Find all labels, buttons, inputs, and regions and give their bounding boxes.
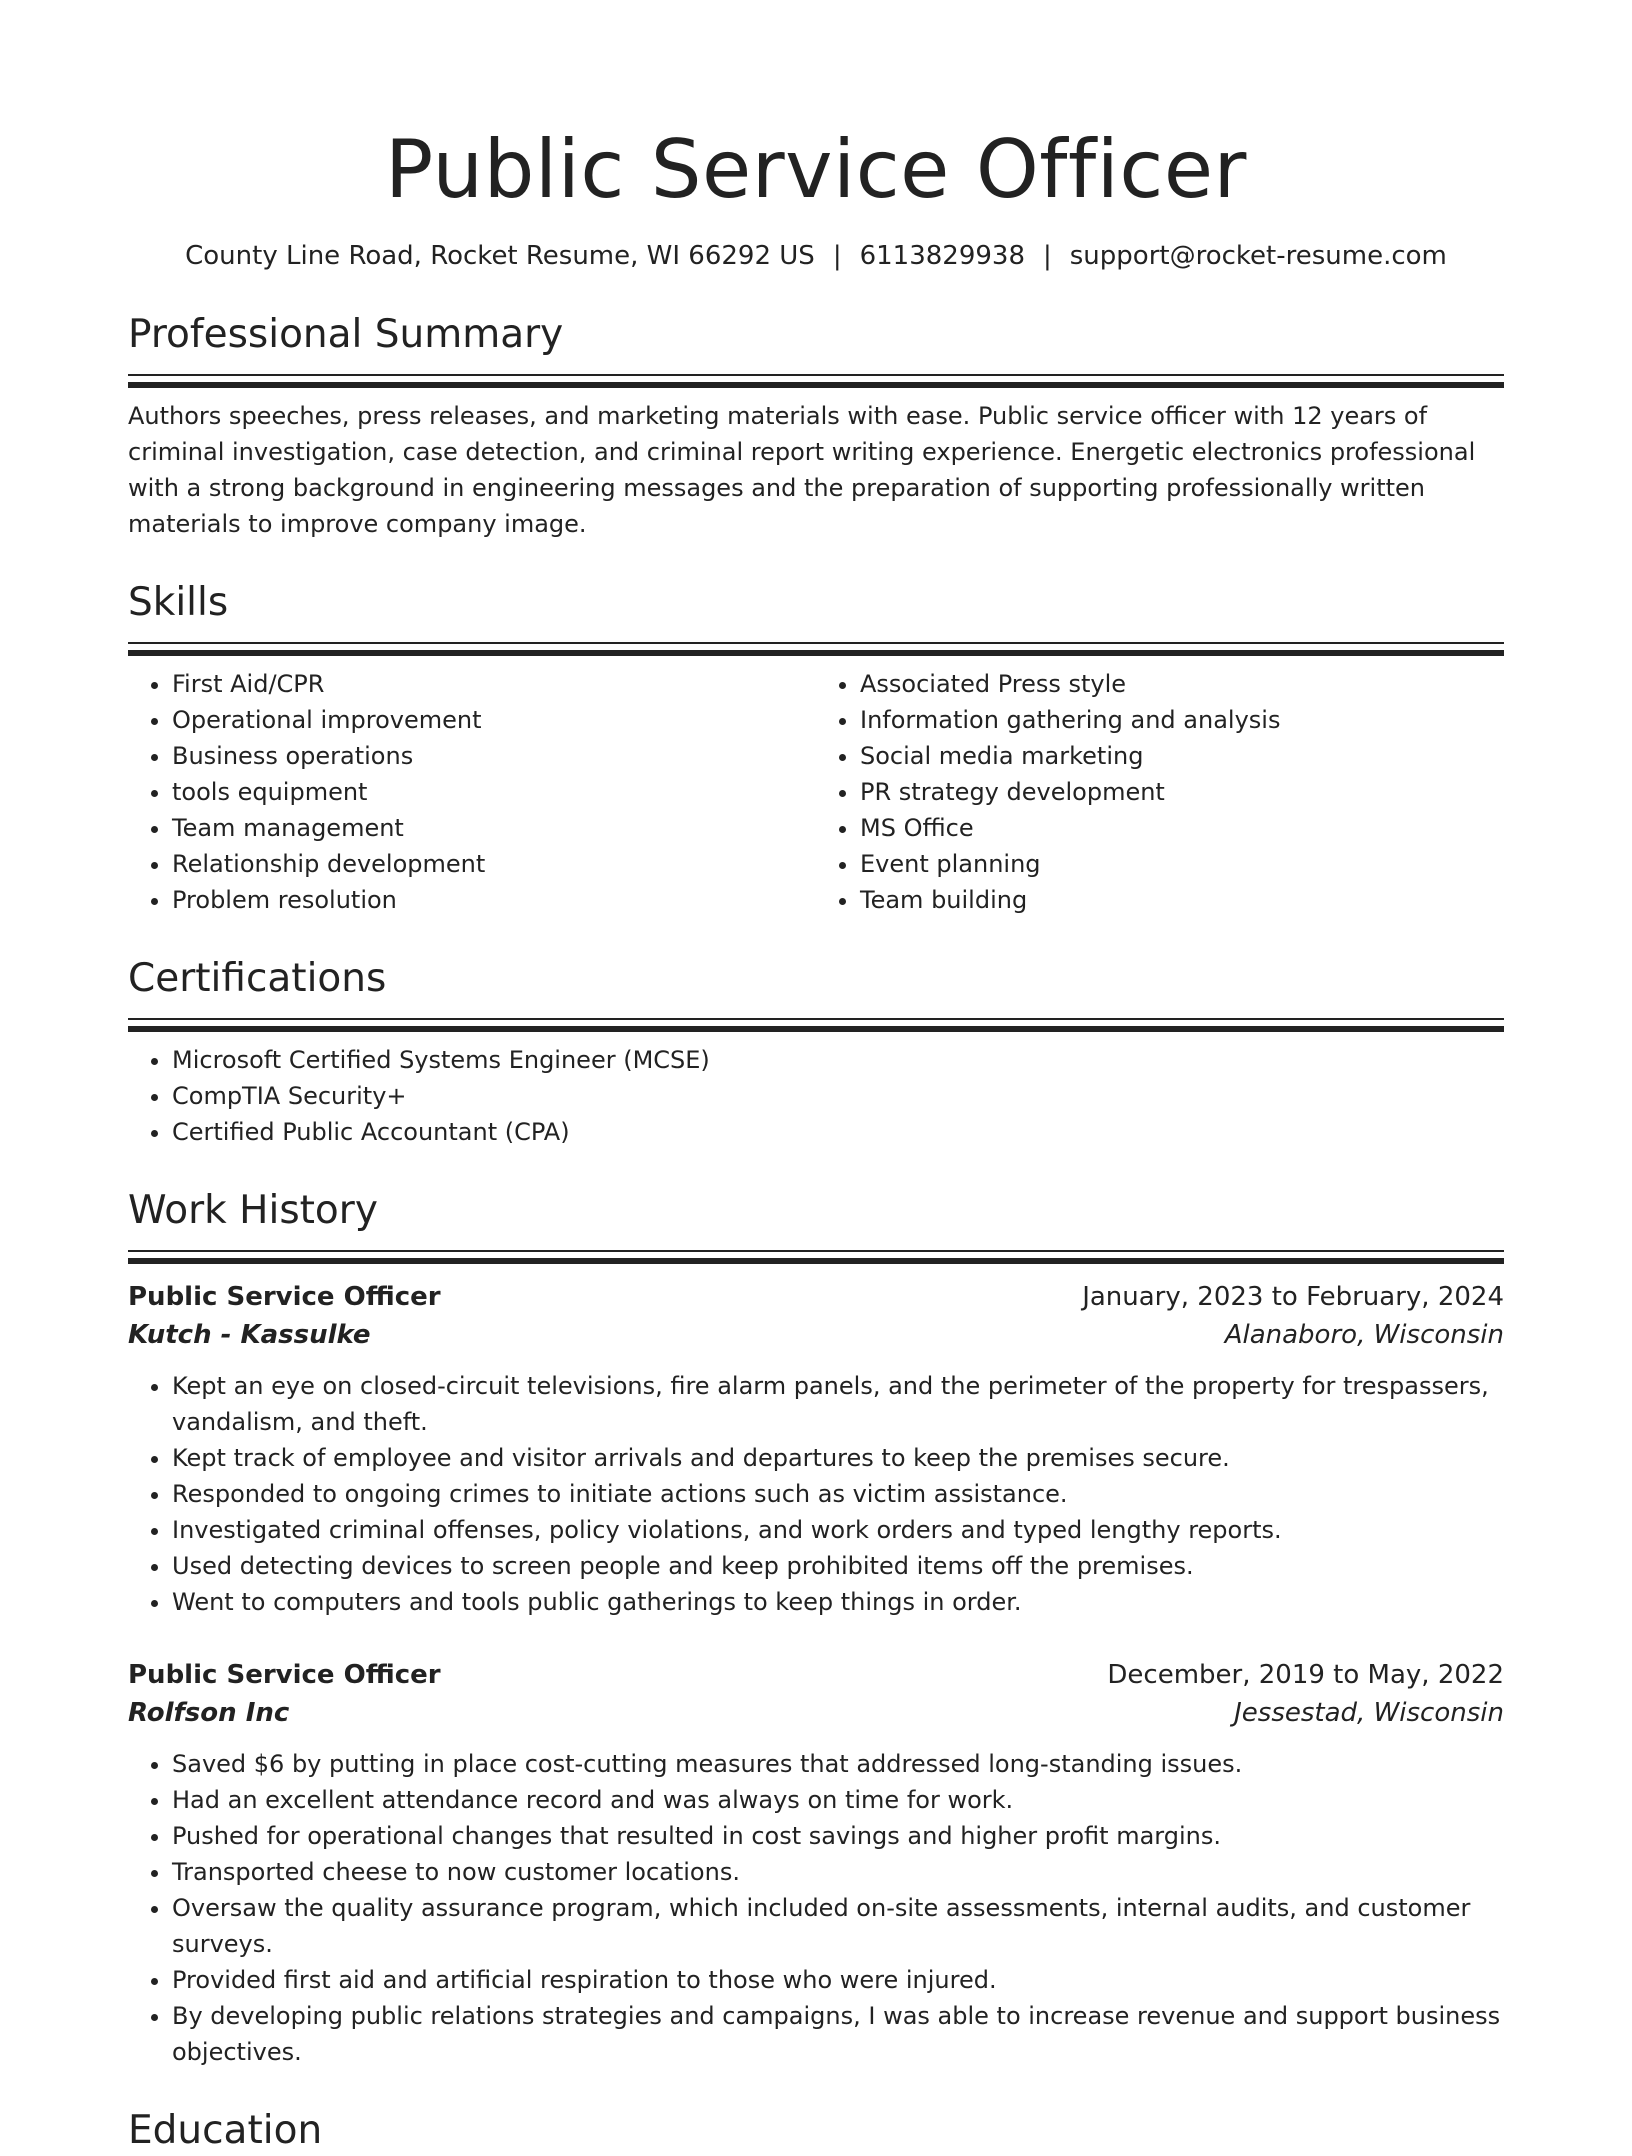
job-company-row bbox=[128, 1694, 1504, 1732]
certification-item: • Microsoft Certified Systems Engineer (MCSE) bbox=[172, 1042, 1504, 1078]
skill-item: • Relationship development bbox=[172, 846, 816, 882]
section-divider bbox=[128, 642, 1504, 656]
skill-item: • Associated Press style bbox=[860, 666, 1504, 702]
job-duty: • Provided first aid and artificial respiration to those who were injured. bbox=[172, 1962, 1504, 1998]
section-divider bbox=[128, 1018, 1504, 1032]
resume-name: Public Service Officer bbox=[385, 123, 1247, 216]
contact-separator: | bbox=[1043, 241, 1052, 271]
education-heading: Education bbox=[128, 2108, 323, 2153]
job-duty: • Used detecting devices to screen people and keep prohibited items off the premises. bbox=[172, 1548, 1504, 1584]
section-divider bbox=[128, 374, 1504, 388]
job-dates: December, 2019 to May, 2022 bbox=[1107, 1660, 1504, 1690]
skills-grid bbox=[128, 666, 1504, 918]
summary-heading: Professional Summary bbox=[128, 312, 564, 357]
skill-item: • Business operations bbox=[172, 738, 816, 774]
skills-list-right bbox=[816, 666, 1504, 918]
job-dates: January, 2023 to February, 2024 bbox=[1082, 1282, 1504, 1312]
job-duty: • Oversaw the quality assurance program, which included on-site assessments, internal audits, and customer surveys. bbox=[172, 1890, 1504, 1962]
certifications-list bbox=[128, 1042, 1504, 1150]
skill-item: • First Aid/CPR bbox=[172, 666, 816, 702]
contact-line bbox=[128, 238, 1504, 274]
job-duty: • Went to computers and tools public gatherings to keep things in order. bbox=[172, 1584, 1504, 1620]
work-history-section bbox=[128, 1186, 1504, 2070]
job-duty: • Pushed for operational changes that resulted in cost savings and higher profit margins. bbox=[172, 1818, 1504, 1854]
skill-item: • Operational improvement bbox=[172, 702, 816, 738]
job-company: Kutch - Kassulke bbox=[128, 1320, 371, 1350]
summary-section bbox=[128, 310, 1504, 542]
job-duty: • By developing public relations strategies and campaigns, I was able to increase revenue and support business objectives. bbox=[172, 1998, 1504, 2070]
job-location: Jessestad, Wisconsin bbox=[1234, 1698, 1504, 1728]
job-company-row bbox=[128, 1316, 1504, 1354]
job-duties-list bbox=[128, 1746, 1504, 2070]
job-duty: • Kept an eye on closed-circuit televisions, fire alarm panels, and the perimeter of the property for trespassers, vandalism, and theft. bbox=[172, 1368, 1504, 1440]
job-header-row bbox=[128, 1656, 1504, 1694]
skills-list-left bbox=[128, 666, 816, 918]
skill-item: • MS Office bbox=[860, 810, 1504, 846]
skill-item: • Event planning bbox=[860, 846, 1504, 882]
job-duty: • Kept track of employee and visitor arrivals and departures to keep the premises secure. bbox=[172, 1440, 1504, 1476]
certifications-section bbox=[128, 954, 1504, 1150]
certification-item: • Certified Public Accountant (CPA) bbox=[172, 1114, 1504, 1150]
skill-item: • Problem resolution bbox=[172, 882, 816, 918]
work-history-heading: Work History bbox=[128, 1188, 378, 1233]
job-company: Rolfson Inc bbox=[128, 1698, 290, 1728]
job-title: Public Service Officer bbox=[128, 1282, 441, 1312]
skill-item: • Team building bbox=[860, 882, 1504, 918]
job-duties-list bbox=[128, 1368, 1504, 1620]
section-divider bbox=[128, 1250, 1504, 1264]
skills-heading: Skills bbox=[128, 580, 229, 625]
job-entry bbox=[128, 1656, 1504, 2070]
contact-phone: 6113829938 bbox=[859, 241, 1025, 271]
job-duty: • Investigated criminal offenses, policy violations, and work orders and typed lengthy reports. bbox=[172, 1512, 1504, 1548]
job-title: Public Service Officer bbox=[128, 1660, 441, 1690]
job-header-row bbox=[128, 1278, 1504, 1316]
skill-item: • Information gathering and analysis bbox=[860, 702, 1504, 738]
contact-separator: | bbox=[832, 241, 842, 271]
job-entry bbox=[128, 1278, 1504, 1620]
skill-item: • tools equipment bbox=[172, 774, 816, 810]
skill-item: • Team management bbox=[172, 810, 816, 846]
education-section bbox=[128, 2106, 1504, 2156]
job-location: Alanaboro, Wisconsin bbox=[1224, 1320, 1504, 1350]
job-duty: • Saved $6 by putting in place cost-cutting measures that addressed long-standing issues. bbox=[172, 1746, 1504, 1782]
summary-text: Authors speeches, press releases, and marketing materials with ease. Public service officer with 12 years of criminal investigation, case detection, and criminal report writing experience. Energetic electronics professional with a strong background in engineering messages and the preparation of supporting professionally written materials to improve company image. bbox=[128, 402, 1476, 538]
job-duty: • Transported cheese to now customer locations. bbox=[172, 1854, 1504, 1890]
contact-address: County Line Road, Rocket Resume, WI 66292 US bbox=[185, 241, 815, 271]
contact-email: support@rocket-resume.com bbox=[1069, 241, 1447, 271]
job-duty: • Had an excellent attendance record and was always on time for work. bbox=[172, 1782, 1504, 1818]
skill-item: • Social media marketing bbox=[860, 738, 1504, 774]
certification-item: • CompTIA Security+ bbox=[172, 1078, 1504, 1114]
job-duty: • Responded to ongoing crimes to initiate actions such as victim assistance. bbox=[172, 1476, 1504, 1512]
certifications-heading: Certifications bbox=[128, 956, 387, 1001]
skills-section bbox=[128, 578, 1504, 918]
skill-item: • PR strategy development bbox=[860, 774, 1504, 810]
